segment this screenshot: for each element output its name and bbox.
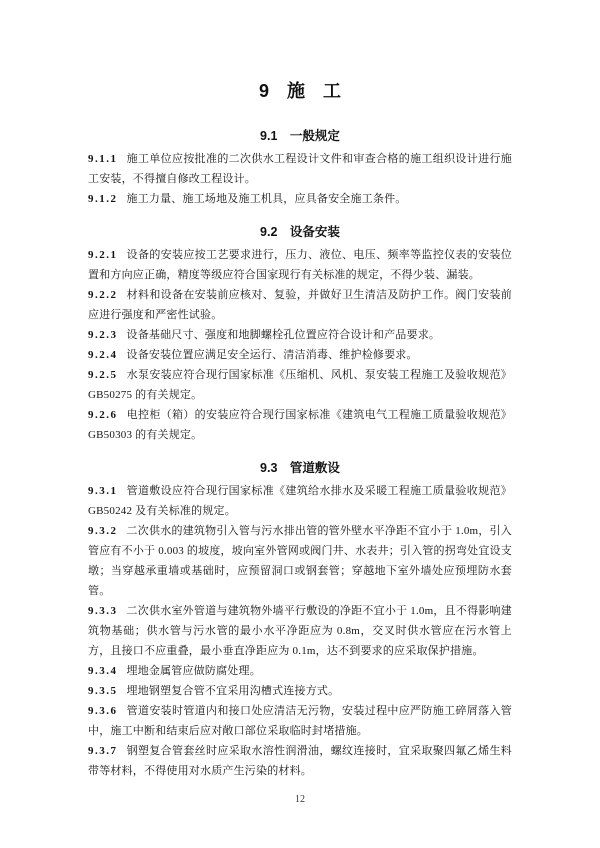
clause <box>88 365 512 405</box>
page-number: 12 <box>295 794 305 805</box>
clause-text: 设备基础尺寸、强度和地脚螺栓孔位置应符合设计和产品要求。 <box>126 329 441 341</box>
clause <box>88 345 512 365</box>
clause-text: 设备的安装应按工艺要求进行，压力、液位、电压、频率等监控仪表的安装位置和方向应正确，精度等级应符合国家现行有关标准的规定，不得少装、漏装。 <box>88 249 512 281</box>
clause-number: 9.2.2 <box>88 289 118 301</box>
clause <box>88 521 512 601</box>
clause <box>88 681 512 701</box>
clause-text: 材料和设备在安装前应核对、复验，并做好卫生清洁及防护工作。阀门安装前应进行强度和严密性试验。 <box>88 289 512 321</box>
clause-number: 9.1.1 <box>88 153 118 165</box>
clause-text: 二次供水室外管道与建筑物外墙平行敷设的净距不宜小于 1.0m，且不得影响建筑物基础；供水管与污水管的最小水平净距应为 0.8m，交叉时供水管应在污水管上方，且接口不应重叠，最小垂直净距应为 0.1m，达不到要求的应采取保护措施。 <box>88 605 512 657</box>
section <box>88 126 512 209</box>
clause <box>88 701 512 741</box>
clause-text: 二次供水的建筑物引入管与污水排出管的管外壁水平净距不宜小于 1.0m，引入管应有不小于 0.003 的坡度，坡向室外管网或阀门井、水表井；引入管的拐弯处宜设支墩；当穿越承重墙或基础时，应预留洞口或钢套管；穿越地下室外墙处应预埋防水套管。 <box>88 525 512 597</box>
clause-number: 9.3.4 <box>88 665 118 677</box>
clause <box>88 285 512 325</box>
clause <box>88 741 512 781</box>
clause-number: 9.3.3 <box>88 605 118 617</box>
clause-number: 9.3.5 <box>88 685 118 697</box>
page-title: 9 施 工 <box>258 81 341 101</box>
clause-text: 电控柜（箱）的安装应符合现行国家标准《建筑电气工程施工质量验收规范》GB50303 的有关规定。 <box>88 409 512 441</box>
clause-number: 9.2.1 <box>88 249 118 261</box>
clause <box>88 405 512 445</box>
clause-list <box>88 149 512 209</box>
section-heading: 9.3 管道敷设 <box>260 461 340 475</box>
clause <box>88 661 512 681</box>
clause <box>88 189 512 209</box>
clause-text: 施工力量、施工场地及施工机具，应具备安全施工条件。 <box>126 193 407 205</box>
clause-list <box>88 481 512 781</box>
section <box>88 458 512 781</box>
clause-number: 9.3.7 <box>88 745 118 757</box>
clause-text: 埋地金属管应做防腐处理。 <box>126 665 261 677</box>
clause <box>88 601 512 661</box>
clause-text: 施工单位应按批准的二次供水工程设计文件和审查合格的施工组织设计进行施工安装，不得擅自修改工程设计。 <box>88 153 512 185</box>
clause <box>88 481 512 521</box>
section-heading: 9.1 一般规定 <box>260 129 340 143</box>
clause-number: 9.2.3 <box>88 329 118 341</box>
clause-number: 9.3.2 <box>88 525 118 537</box>
clause-list <box>88 245 512 445</box>
clause-number: 9.3.1 <box>88 485 118 497</box>
clause-number: 9.2.6 <box>88 409 118 421</box>
clause <box>88 245 512 285</box>
sections-container <box>88 126 512 781</box>
clause <box>88 325 512 345</box>
section-heading: 9.2 设备安装 <box>260 225 340 239</box>
clause-text: 埋地钢塑复合管不宜采用沟槽式连接方式。 <box>126 685 340 697</box>
clause <box>88 149 512 189</box>
clause-number: 9.3.6 <box>88 705 118 717</box>
clause-text: 水泵安装应符合现行国家标准《压缩机、风机、泵安装工程施工及验收规范》GB50275 的有关规定。 <box>88 369 512 401</box>
clause-number: 9.2.4 <box>88 349 118 361</box>
clause-text: 管道安装时管道内和接口处应清洁无污物，安装过程中应严防施工碎屑落入管中，施工中断和结束后应对敞口部位采取临时封堵措施。 <box>88 705 512 737</box>
clause-text: 管道敷设应符合现行国家标准《建筑给水排水及采暖工程施工质量验收规范》GB50242 及有关标准的规定。 <box>88 485 512 517</box>
section <box>88 222 512 445</box>
clause-number: 9.2.5 <box>88 369 118 381</box>
clause-text: 设备安装位置应满足安全运行、清洁消毒、维护检修要求。 <box>126 349 418 361</box>
clause-number: 9.1.2 <box>88 193 118 205</box>
clause-text: 钢塑复合管套丝时应采取水溶性润滑油，螺纹连接时，宜采取聚四氟乙烯生料带等材料，不得使用对水质产生污染的材料。 <box>88 745 512 777</box>
